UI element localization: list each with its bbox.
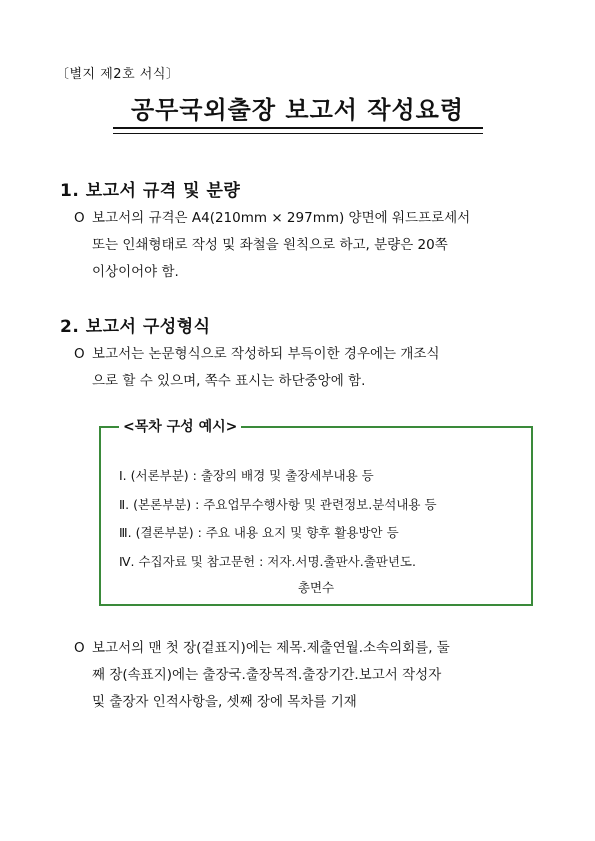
section-2-heading: 2. 보고서 구성형식 [60, 317, 211, 337]
title-double-rule [113, 127, 483, 134]
toc-item: Ⅲ. (결론부분) : 주요 내용 요지 및 향후 활용방안 등 [119, 525, 399, 540]
toc-item-list [119, 462, 437, 576]
form-label: 〔별지 제2호 서식〕 [56, 67, 180, 82]
section-3-paragraph [74, 635, 540, 716]
section-1-heading: 1. 보고서 규격 및 분량 [60, 181, 241, 201]
paragraph-line: 보고서는 논문형식으로 작성하되 부득이한 경우에는 개조식 [92, 346, 440, 362]
paragraph-line: 또는 인쇄형태로 작성 및 좌철을 원칙으로 하고, 분량은 20쪽 [92, 237, 448, 253]
paragraph-line: 보고서의 규격은 A4(210mm × 297mm) 양면에 워드프로세서 [92, 210, 471, 226]
bullet-marker: O [74, 210, 85, 226]
section-2-paragraph [74, 341, 540, 395]
document-title: 공무국외출장 보고서 작성요령 [130, 96, 465, 124]
toc-example-box [99, 419, 533, 606]
paragraph-line: 보고서의 맨 첫 장(겉표지)에는 제목.제출연월.소속의회를, 둘 [92, 640, 450, 656]
toc-item: Ⅰ. (서론부분) : 출장의 배경 및 출장세부내용 등 [119, 468, 374, 483]
bullet-marker: O [74, 640, 85, 656]
toc-footer: 총면수 [297, 580, 335, 595]
toc-item: Ⅱ. (본론부분) : 주요업무수행사항 및 관련정보.분석내용 등 [119, 496, 437, 512]
paragraph-line: 및 출장자 인적사항을, 셋째 장에 목차를 기재 [92, 694, 357, 710]
section-1-paragraph [74, 205, 540, 286]
paragraph-line: 으로 할 수 있으며, 쪽수 표시는 하단중앙에 함. [92, 373, 366, 389]
toc-item: Ⅳ. 수집자료 및 참고문헌 : 저자.서명.출판사.출판년도. [119, 553, 416, 569]
bullet-marker: O [74, 346, 85, 362]
paragraph-line: 째 장(속표지)에는 출장국.출장목적.출장기간.보고서 작성자 [92, 667, 442, 683]
toc-box-title: <목차 구성 예시> [119, 416, 241, 436]
paragraph-line: 이상이어야 함. [92, 264, 179, 280]
